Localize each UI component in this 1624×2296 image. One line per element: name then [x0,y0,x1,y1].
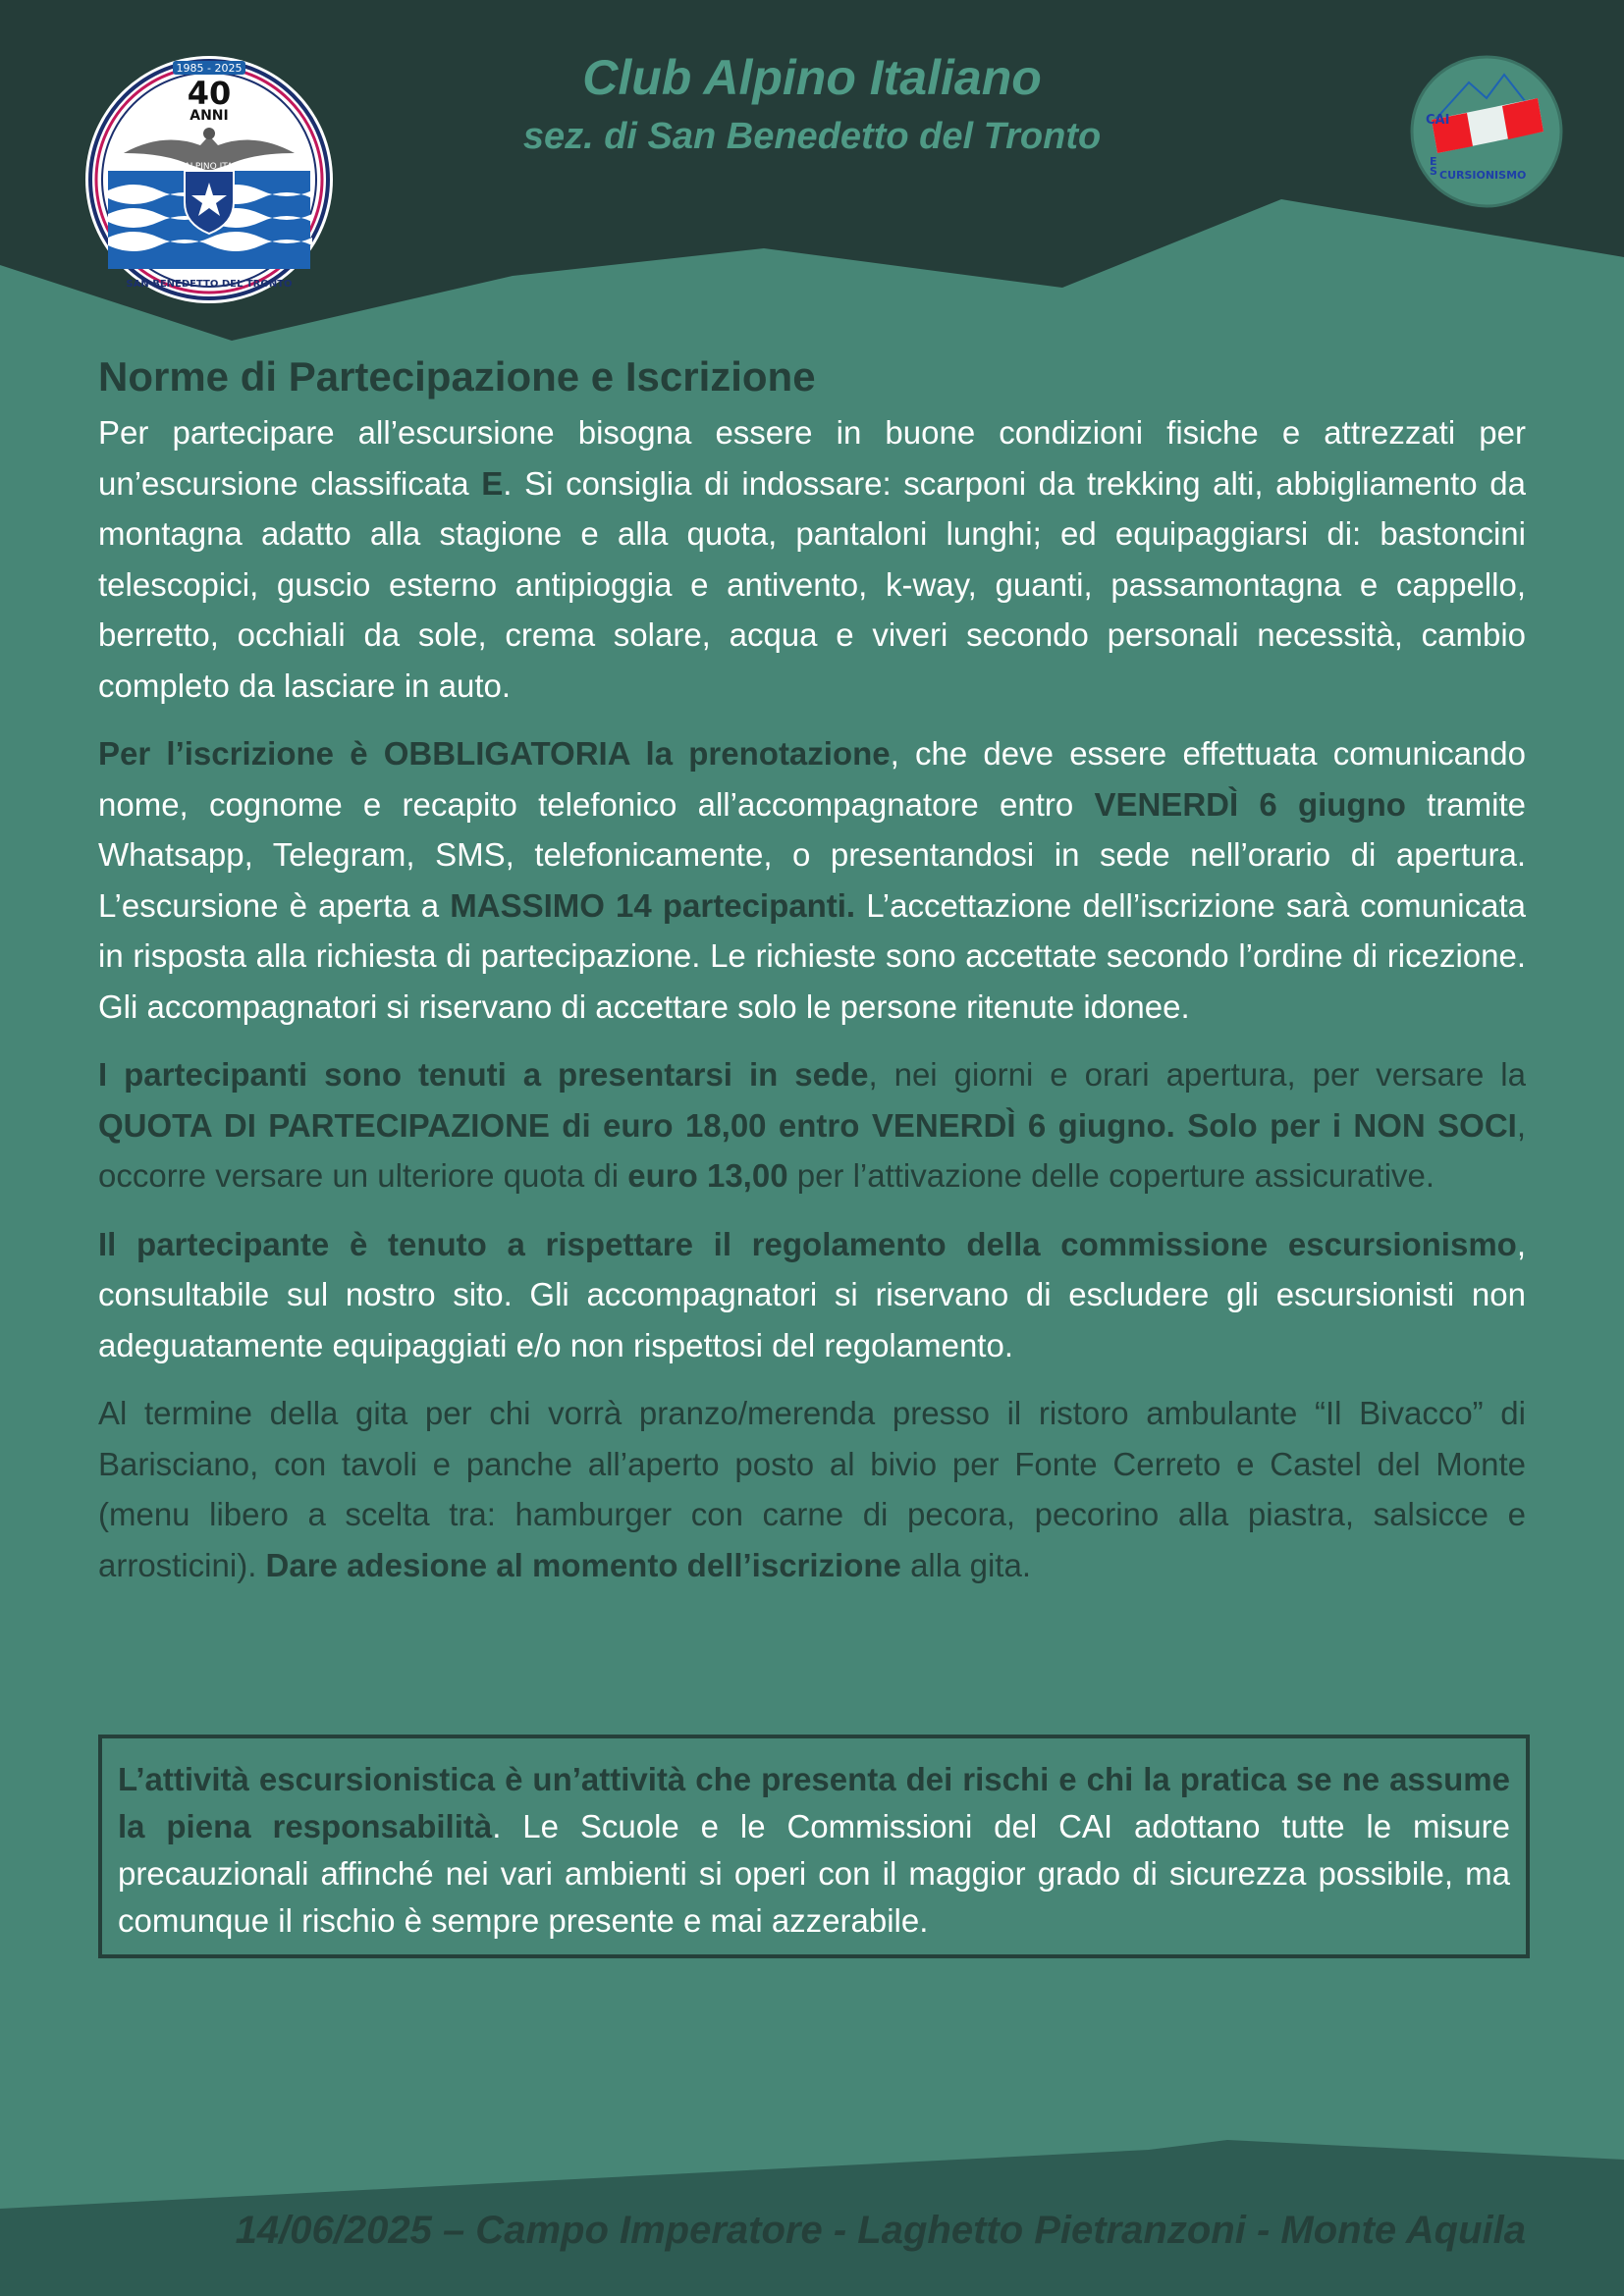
logo-bottom-text: SAN BENEDETTO DEL TRONTO [126,279,293,290]
paragraph-registration: Per l’iscrizione è OBBLIGATORIA la prenotazione, che deve essere effettuata comunicando nome, cognome e recapito telefonico all’accompagnatore entro VENERDÌ 6 giugno tramite Whatsapp, Telegram, SMS, telefonicamente, o presentandosi in sede nell’orario di apertura. L’escursione è aperta a MASSIMO 14 partecipanti. L’accettazione dell’iscrizione sarà comunicata in risposta alla richiesta di partecipazione. Le richieste sono accettate secondo l’ordine di ricezione. Gli accompagnatori si riservano di accettare solo le persone ritenute idonee. [98,735,1526,1025]
club-title: Club Alpino Italiano [582,50,1042,105]
logo-s-letter: S [1430,165,1437,178]
risk-notice-box: L’attività escursionistica è un’attività che presenta dei rischi e chi la pratica se ne assume la piena responsabilità. Le Scuole e le Commissioni del CAI adottano tutte le misure precauzionali affinché nei vari ambienti si operi con il maggior grado di sicurezza possibile, ma comunque il rischio è sempre presente e mai azzerabile. [98,1735,1530,1958]
paragraph-fee: I partecipanti sono tenuti a presentarsi in sede, nei giorni e orari apertura, per versare la QUOTA DI PARTECIPAZIONE di euro 18,00 entro VENERDÌ 6 giugno. Solo per i NON SOCI, occorre versare un ulteriore quota di euro 13,00 per l’attivazione delle coperture assicurative. [98,1056,1526,1194]
paragraph-lunch: Al termine della gita per chi vorrà pranzo/merenda presso il ristoro ambulante “Il Bivacco” di Barisciano, con tavoli e panche all’aperto posto al bivio per Fonte Cerreto e Castel del Monte (menu libero a scelta tra: hamburger con carne di pecora, pecorino alla piastra, salsicce e arrosticini). Dare adesione al momento dell’iscrizione alla gita. [98,1395,1526,1583]
logo-years-text: 1985 - 2025 [176,62,243,75]
cai-40-anni-logo [84,55,334,304]
logo-40-text: 40 [187,75,232,112]
logo-cai-text: CAI [1426,113,1450,128]
event-date-route: 14/06/2025 – Campo Imperatore - Laghetto Pietranzoni - Monte Aquila [235,2209,1526,2252]
difficulty-grade: E [481,464,504,502]
logo-escursionismo-text: CURSIONISMO [1439,169,1527,182]
paragraph-rules: Il partecipante è tenuto a rispettare il regolamento della commissione escursionismo, consultabile sul nostro sito. Gli accompagnatori si riservano di escludere gli escursionisti non adeguatamente equipaggiati e/o non rispettosi del regolamento. [98,1225,1526,1363]
logo-anni-text: ANNI [189,108,229,124]
paragraph-equipment: Per partecipare all’escursione bisogna essere in buone condizioni fisiche e attrezzati per un’escursione classificata E. Si consiglia di indossare: scarponi da trekking alti, abbigliamento da montagna adatto alla stagione e alla quota, pantaloni lunghi; ed equipaggiarsi di: bastoncini telescopici, guscio esterno antipioggia e antivento, k-way, guanti, passamontagna e cappello, berretto, occhiali da sole, crema solare, acqua e viveri secondo personali necessità, cambio completo da lasciare in auto. [98,414,1526,704]
section-title: Norme di Partecipazione e Iscrizione [98,353,816,400]
cai-escursionismo-logo [1410,55,1563,208]
main-content [98,348,1526,1608]
section-subtitle: sez. di San Benedetto del Tronto [522,116,1102,157]
logo-e-letter: E [1430,155,1437,168]
logo-ribbon-text: CLUB ALPINO ITALIANO [158,162,260,172]
